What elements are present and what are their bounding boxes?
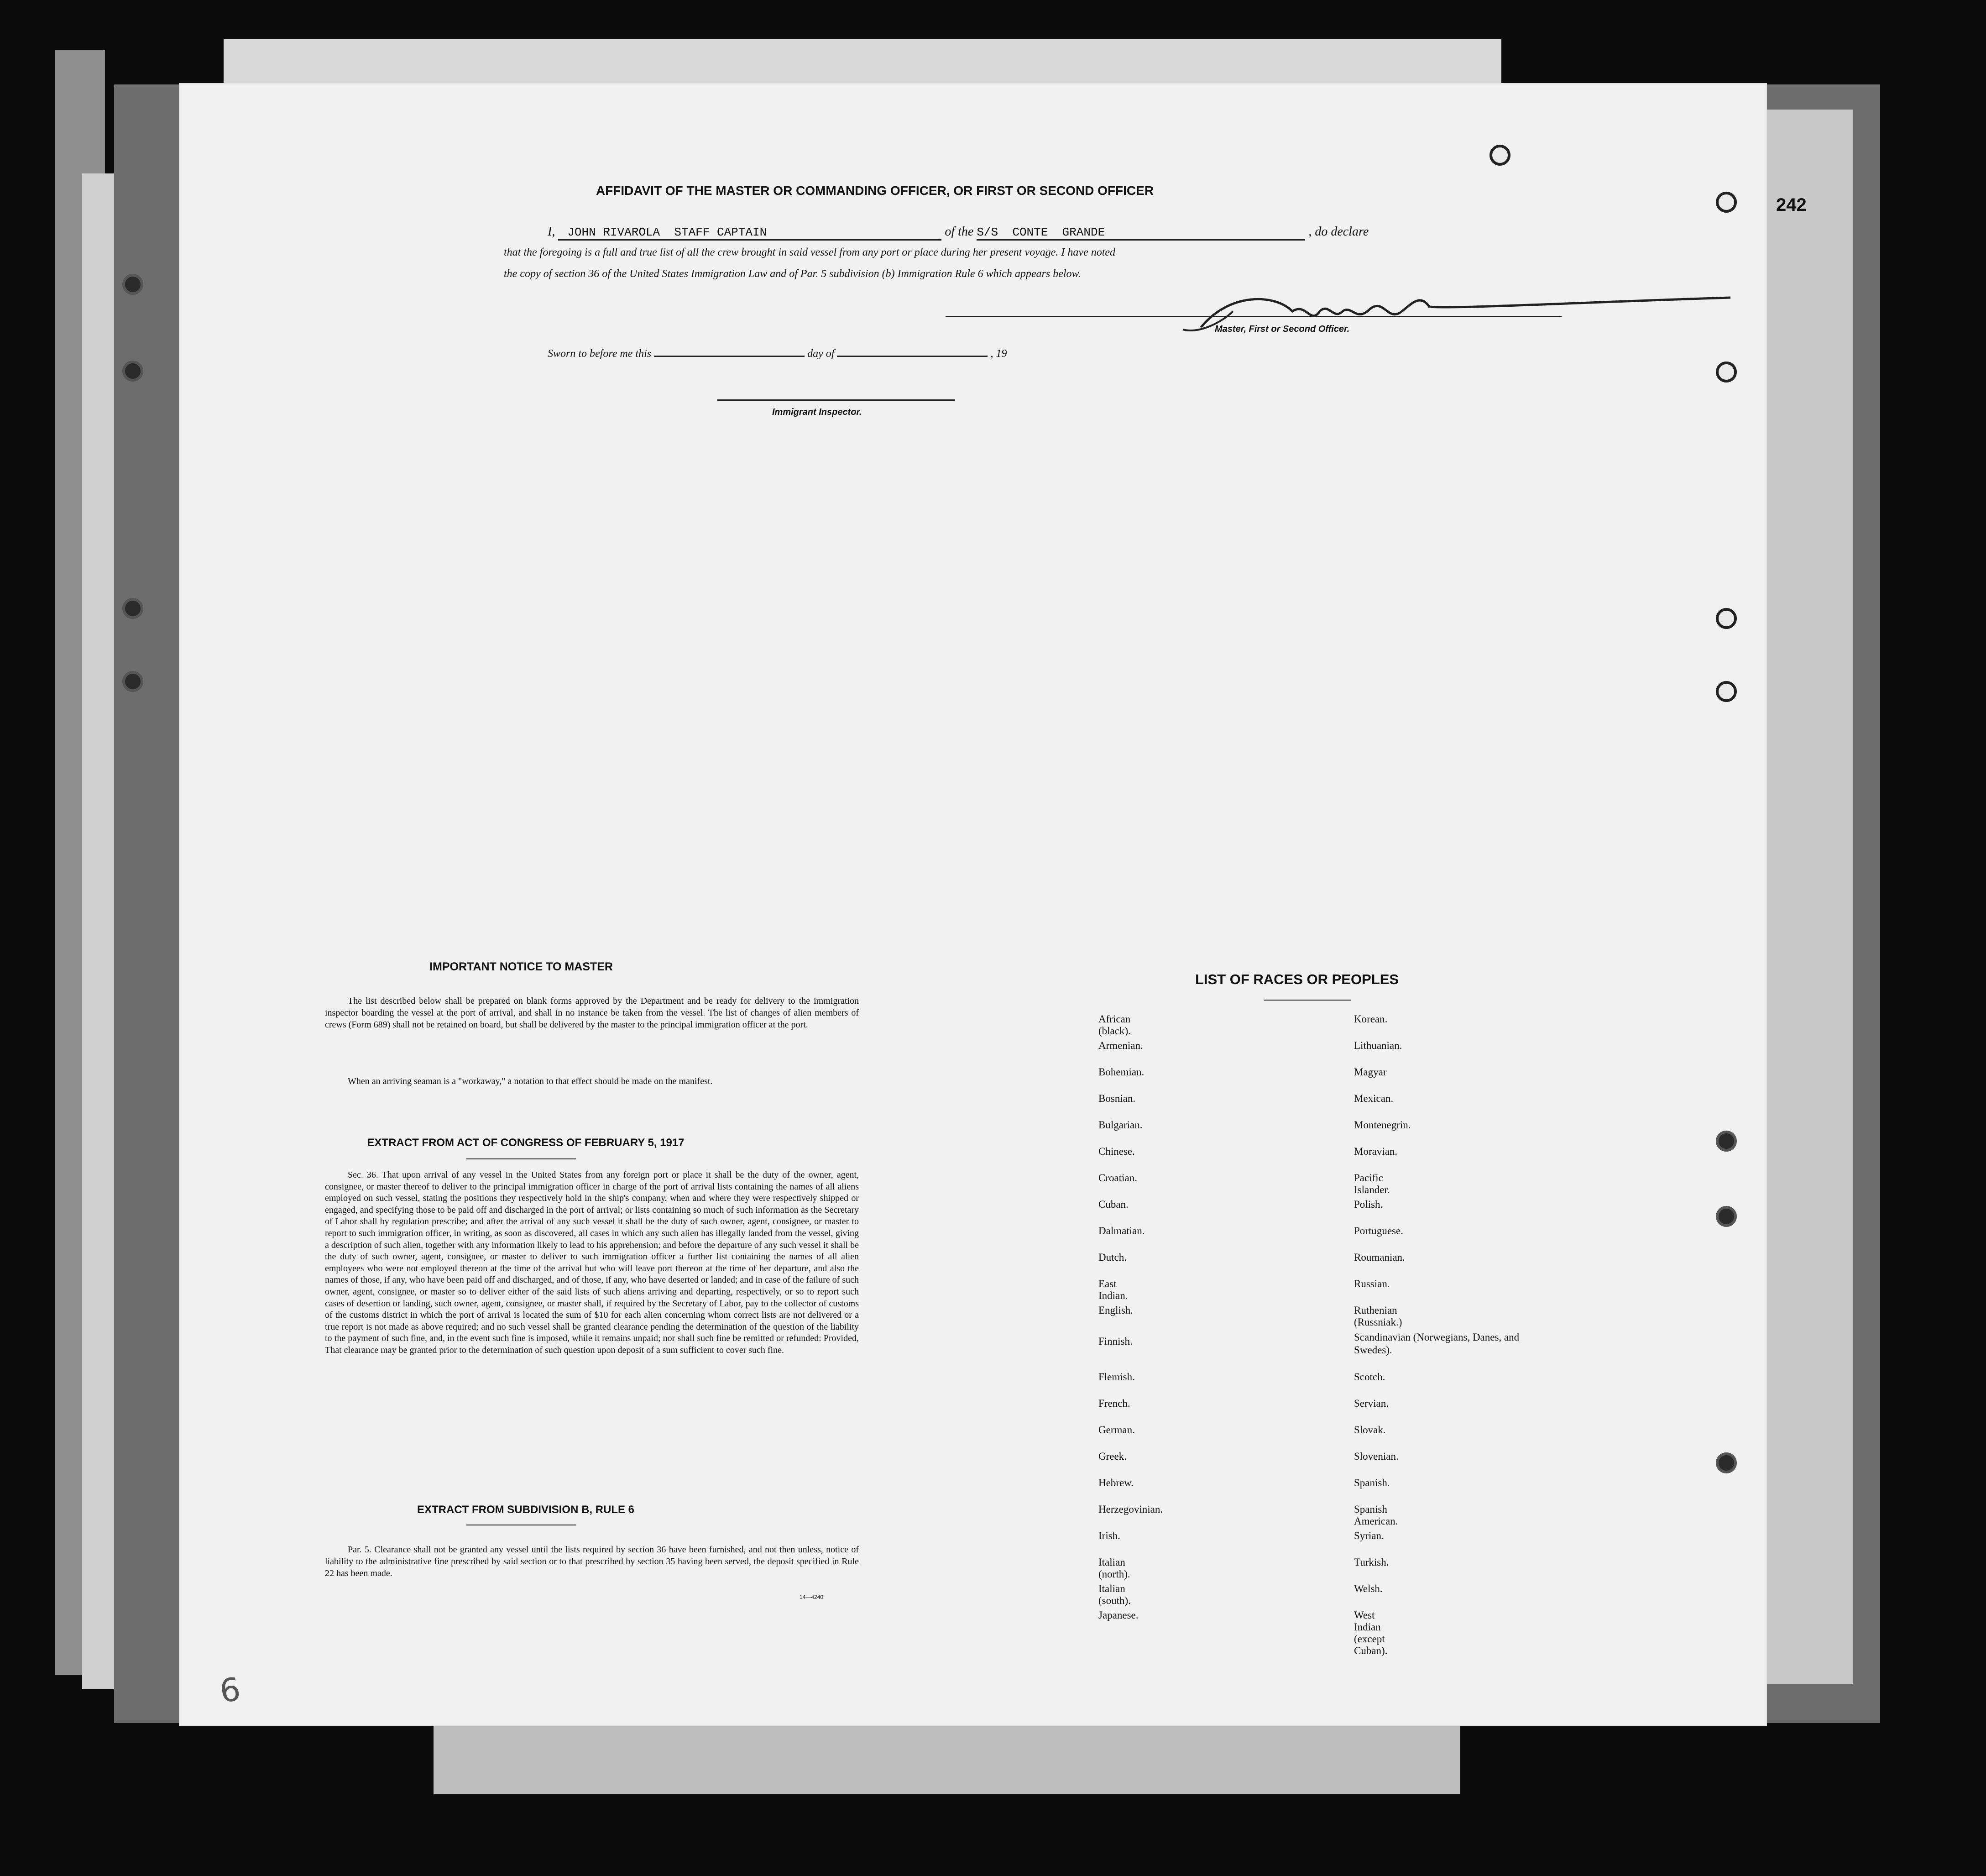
race-item: Armenian.	[1098, 1040, 1143, 1051]
binder-hole	[1716, 1131, 1737, 1152]
sworn-label: Sworn to before me this	[548, 348, 652, 360]
binder-hole	[1716, 681, 1737, 702]
binder-hole	[122, 671, 143, 692]
race-item: Turkish.	[1354, 1556, 1389, 1568]
race-item: Dutch.	[1098, 1252, 1127, 1263]
binder-hole	[1716, 362, 1737, 383]
race-item: Portuguese.	[1354, 1225, 1403, 1237]
race-item: Ruthenian (Russniak.)	[1354, 1305, 1402, 1328]
race-item: Hebrew.	[1098, 1477, 1134, 1488]
race-item: Scotch.	[1354, 1371, 1385, 1383]
race-item: Russian.	[1354, 1278, 1390, 1289]
race-item: French.	[1098, 1398, 1130, 1409]
race-item: Spanish.	[1354, 1477, 1390, 1488]
inspector-signature-line	[717, 399, 955, 401]
race-item: East Indian.	[1098, 1278, 1128, 1301]
affidavit-line-2: that the foregoing is a full and true list of all the crew brought in said vessel from any port or place during her present voyage. I have noted	[504, 246, 1116, 258]
affidavit-line-3: the copy of section 36 of the United States Immigration Law and of Par. 5 subdivision (b) Immigration Rule 6 which appears below.	[504, 268, 1081, 280]
binder-hole	[1716, 1206, 1737, 1227]
binder-hole	[122, 598, 143, 619]
race-item: Polish.	[1354, 1199, 1383, 1210]
race-item: Chinese.	[1098, 1146, 1135, 1157]
day-of-label: day of	[807, 348, 835, 360]
notice-heading: IMPORTANT NOTICE TO MASTER	[429, 960, 613, 973]
i-prefix: I,	[548, 225, 555, 239]
race-item: Italian (north).	[1098, 1556, 1130, 1580]
race-item: Slovenian.	[1354, 1451, 1399, 1462]
race-item: Finnish.	[1098, 1336, 1133, 1347]
margin-note: 6	[217, 1670, 243, 1710]
race-item: West Indian (except Cuban).	[1354, 1609, 1388, 1656]
binder-hole	[1716, 192, 1737, 213]
sworn-line	[548, 348, 1186, 360]
binder-hole	[1716, 1452, 1737, 1473]
race-item: Welsh.	[1354, 1583, 1383, 1594]
manifest-page	[179, 83, 1807, 1726]
act-heading: EXTRACT FROM ACT OF CONGRESS OF FEBRUARY 5, 1917	[367, 1137, 685, 1149]
sworn-month-blank	[837, 356, 988, 357]
signature-caption: Master, First or Second Officer.	[1215, 324, 1350, 334]
form-number: 14—4240	[800, 1594, 824, 1600]
race-item: Irish.	[1098, 1530, 1120, 1541]
binder-hole	[122, 274, 143, 295]
race-item: Slovak.	[1354, 1424, 1386, 1436]
race-item: Bulgarian.	[1098, 1119, 1143, 1131]
race-item: Bohemian.	[1098, 1066, 1145, 1078]
rule-heading: EXTRACT FROM SUBDIVISION B, RULE 6	[417, 1504, 635, 1516]
race-item: Cuban.	[1098, 1199, 1129, 1210]
race-item: African (black).	[1098, 1013, 1131, 1037]
race-item: Pacific Islander.	[1354, 1172, 1390, 1195]
race-item: Greek.	[1098, 1451, 1127, 1462]
inspector-caption: Immigrant Inspector.	[772, 407, 862, 417]
races-heading: LIST OF RACES OR PEOPLES	[1195, 971, 1399, 987]
race-item: Servian.	[1354, 1398, 1389, 1409]
sheet-number: 242	[1776, 195, 1807, 215]
race-item: Roumanian.	[1354, 1252, 1405, 1263]
race-item: Syrian.	[1354, 1530, 1384, 1541]
affidavit-line-1	[548, 225, 1620, 243]
vessel-field: S/S CONTE GRANDE	[977, 225, 1305, 241]
act-heading-rule	[466, 1158, 576, 1159]
binder-hole	[1716, 608, 1737, 629]
race-item: Spanish American.	[1354, 1504, 1398, 1527]
race-item: Lithuanian.	[1354, 1040, 1402, 1051]
race-item: Herzegovinian.	[1098, 1504, 1163, 1515]
race-item: Croatian.	[1098, 1172, 1137, 1184]
race-item: Japanese.	[1098, 1609, 1139, 1621]
race-item: Korean.	[1354, 1013, 1388, 1025]
sworn-day-blank	[654, 356, 805, 357]
race-item: Scandinavian (Norwegians, Danes, and Swedes).	[1354, 1331, 1520, 1356]
race-item: Mexican.	[1354, 1093, 1394, 1104]
notice-para-2: When an arriving seaman is a "workaway," a notation to that effect should be made on the manifest.	[348, 1076, 713, 1086]
rule-text: Par. 5. Clearance shall not be granted any vessel until the lists required by section 36 have been furnished, and not then unless, notice of liability to the administrative fine prescribed by said section or to that prescribed by section 35 having been served, the deposit specified in Rule 22 has been made.	[325, 1545, 859, 1578]
do-declare-label: , do declare	[1308, 225, 1369, 239]
affidavit-heading: AFFIDAVIT OF THE MASTER OR COMMANDING OFFICER, OR FIRST OR SECOND OFFICER	[596, 183, 1154, 198]
race-item: English.	[1098, 1305, 1134, 1316]
race-item: Magyar	[1354, 1066, 1387, 1078]
back-sheet-bottom	[434, 1716, 1460, 1794]
act-text: Sec. 36. That upon arrival of any vessel in the United States from any foreign port or place it shall be the duty of the owner, agent, consignee, or master thereof to deliver to the principal immigration officer in charge of the port of arrival lists containing the names of all aliens employed on such vessel, stating the positions they respectively hold in the ship's company, when and where they were respectively shipped or engaged, and specifying those to be paid off and discharged in the port of arrival; or lists containing so much of such information as the Secretary of Labor shall by regulation prescribe; and after the arrival of any such vessel it shall be the duty of such owner, agent, consignee, or master to report to such immigration officer, in writing, as soon as discovered, all cases in which any such alien has illegally landed from the vessel, giving a description of such alien, together with any information likely to lead to his apprehension; and before the departure of any such vessel it shall be the duty of such owner, agent, consignee, or master to deliver to such immigration officer a further list containing the names of all alien employees who were not employed thereon at the time of the arrival but who will leave port thereon at the time of her departure, and also the names of those, if any, who have been paid off and discharged, and of those, if any, who have deserted or landed; and in case of the failure of such owner, agent, consignee, or master so to deliver either of the said lists of such aliens arriving and departing, respectively, or so to report such cases of desertion or landing, such owner, agent, consignee, or master shall, if required by the Secretary of Labor, pay to the collector of customs of the customs district in which the port of arrival is located the sum of $10 for each alien concerning whom correct lists are not delivered or a true report is not made as above required; and no such vessel shall be granted clearance pending the determination of the question of the liability to the payment of such fine, and, in the event such fine is imposed, while it remains unpaid; nor shall such fine be remitted or refunded: Provided, That clearance may be granted prior to the determination of such question upon deposit of a sum sufficient to cover such fine.	[325, 1170, 859, 1355]
binder-hole	[122, 361, 143, 382]
race-item: Bosnian.	[1098, 1093, 1136, 1104]
declarant-field: JOHN RIVAROLA STAFF CAPTAIN	[558, 225, 941, 241]
race-item: Montenegrin.	[1354, 1119, 1411, 1131]
year-label: , 19	[990, 348, 1007, 360]
race-item: Flemish.	[1098, 1371, 1135, 1383]
race-item: German.	[1098, 1424, 1135, 1436]
race-item: Moravian.	[1354, 1146, 1398, 1157]
race-item: Dalmatian.	[1098, 1225, 1145, 1237]
notice-para-1: The list described below shall be prepared on blank forms approved by the Department and be ready for delivery to the immigration inspector boarding the vessel at the port of arrival, and shall in no instance be taken from the vessel. The list of changes of alien members of crews (Form 689) shall not be retained on board, but shall be delivered by the master to the principal immigration officer at the port.	[325, 996, 859, 1030]
binder-hole	[1490, 145, 1510, 166]
races-heading-rule	[1264, 1000, 1351, 1001]
of-the-label: of the	[945, 225, 974, 239]
race-item: Italian (south).	[1098, 1583, 1131, 1606]
